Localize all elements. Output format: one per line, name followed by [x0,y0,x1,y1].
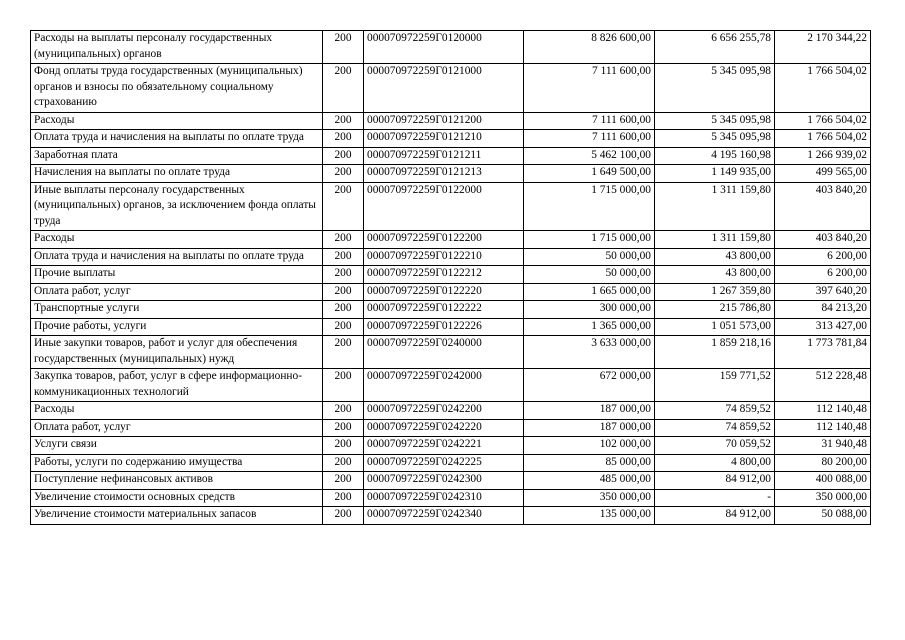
budget-classification-code-cell: 000070972259Г0242220 [364,419,524,437]
approved-amount-cell: 7 111 600,00 [524,112,655,130]
line-code-cell: 200 [323,231,364,249]
table-row [31,454,871,472]
line-code-cell: 200 [323,489,364,507]
approved-amount-cell: 187 000,00 [524,402,655,420]
expense-name-cell: Расходы на выплаты персоналу государственных (муниципальных) органов [31,31,323,64]
line-code-cell: 200 [323,147,364,165]
budget-classification-code-cell: 000070972259Г0122212 [364,266,524,284]
executed-amount-cell: 5 345 095,98 [655,130,775,148]
approved-amount-cell: 102 000,00 [524,437,655,455]
unexecuted-amount-cell: 400 088,00 [775,472,871,490]
table-row [31,112,871,130]
approved-amount-cell: 8 826 600,00 [524,31,655,64]
table-row [31,165,871,183]
table-row [31,283,871,301]
expense-name-cell: Увеличение стоимости основных средств [31,489,323,507]
budget-classification-code-cell: 000070972259Г0242310 [364,489,524,507]
unexecuted-amount-cell: 84 213,20 [775,301,871,319]
budget-classification-code-cell: 000070972259Г0242225 [364,454,524,472]
line-code-cell: 200 [323,182,364,231]
budget-classification-code-cell: 000070972259Г0122200 [364,231,524,249]
unexecuted-amount-cell: 313 427,00 [775,318,871,336]
expense-name-cell: Оплата труда и начисления на выплаты по оплате труда [31,130,323,148]
expense-name-cell: Иные закупки товаров, работ и услуг для обеспечения государственных (муниципальных) нужд [31,336,323,369]
expense-name-cell: Расходы [31,231,323,249]
unexecuted-amount-cell: 112 140,48 [775,402,871,420]
approved-amount-cell: 5 462 100,00 [524,147,655,165]
table-row [31,231,871,249]
budget-classification-code-cell: 000070972259Г0121200 [364,112,524,130]
executed-amount-cell: 1 859 218,16 [655,336,775,369]
table-row [31,31,871,64]
executed-amount-cell: 70 059,52 [655,437,775,455]
approved-amount-cell: 7 111 600,00 [524,130,655,148]
executed-amount-cell: - [655,489,775,507]
budget-execution-sheet [30,30,870,525]
executed-amount-cell: 1 311 159,80 [655,231,775,249]
executed-amount-cell: 74 859,52 [655,402,775,420]
executed-amount-cell: 6 656 255,78 [655,31,775,64]
approved-amount-cell: 1 715 000,00 [524,182,655,231]
approved-amount-cell: 300 000,00 [524,301,655,319]
table-row [31,489,871,507]
line-code-cell: 200 [323,437,364,455]
table-row [31,266,871,284]
line-code-cell: 200 [323,301,364,319]
executed-amount-cell: 5 345 095,98 [655,64,775,113]
budget-classification-code-cell: 000070972259Г0122222 [364,301,524,319]
unexecuted-amount-cell: 499 565,00 [775,165,871,183]
executed-amount-cell: 84 912,00 [655,507,775,525]
budget-classification-code-cell: 000070972259Г0242000 [364,369,524,402]
expense-name-cell: Оплата работ, услуг [31,419,323,437]
line-code-cell: 200 [323,31,364,64]
executed-amount-cell: 74 859,52 [655,419,775,437]
table-row [31,472,871,490]
executed-amount-cell: 159 771,52 [655,369,775,402]
expense-name-cell: Расходы [31,112,323,130]
budget-classification-code-cell: 000070972259Г0121211 [364,147,524,165]
unexecuted-amount-cell: 350 000,00 [775,489,871,507]
executed-amount-cell: 1 311 159,80 [655,182,775,231]
expense-name-cell: Прочие выплаты [31,266,323,284]
unexecuted-amount-cell: 1 766 504,02 [775,130,871,148]
table-row [31,147,871,165]
budget-classification-code-cell: 000070972259Г0120000 [364,31,524,64]
expense-name-cell: Оплата работ, услуг [31,283,323,301]
table-row [31,64,871,113]
unexecuted-amount-cell: 512 228,48 [775,369,871,402]
unexecuted-amount-cell: 112 140,48 [775,419,871,437]
approved-amount-cell: 672 000,00 [524,369,655,402]
budget-classification-code-cell: 000070972259Г0122000 [364,182,524,231]
table-row [31,130,871,148]
approved-amount-cell: 1 649 500,00 [524,165,655,183]
line-code-cell: 200 [323,402,364,420]
approved-amount-cell: 85 000,00 [524,454,655,472]
expense-name-cell: Работы, услуги по содержанию имущества [31,454,323,472]
line-code-cell: 200 [323,507,364,525]
table-row [31,369,871,402]
unexecuted-amount-cell: 403 840,20 [775,231,871,249]
table-row [31,336,871,369]
line-code-cell: 200 [323,130,364,148]
budget-classification-code-cell: 000070972259Г0242300 [364,472,524,490]
table-row [31,318,871,336]
line-code-cell: 200 [323,64,364,113]
table-row [31,419,871,437]
table-body [31,31,871,525]
unexecuted-amount-cell: 31 940,48 [775,437,871,455]
budget-classification-code-cell: 000070972259Г0122210 [364,248,524,266]
executed-amount-cell: 215 786,80 [655,301,775,319]
line-code-cell: 200 [323,419,364,437]
unexecuted-amount-cell: 6 200,00 [775,266,871,284]
unexecuted-amount-cell: 50 088,00 [775,507,871,525]
table-row [31,507,871,525]
budget-classification-code-cell: 000070972259Г0242200 [364,402,524,420]
budget-classification-code-cell: 000070972259Г0242221 [364,437,524,455]
expense-name-cell: Поступление нефинансовых активов [31,472,323,490]
unexecuted-amount-cell: 397 640,20 [775,283,871,301]
line-code-cell: 200 [323,472,364,490]
unexecuted-amount-cell: 403 840,20 [775,182,871,231]
expense-name-cell: Транспортные услуги [31,301,323,319]
approved-amount-cell: 350 000,00 [524,489,655,507]
expense-name-cell: Прочие работы, услуги [31,318,323,336]
approved-amount-cell: 135 000,00 [524,507,655,525]
expense-name-cell: Закупка товаров, работ, услуг в сфере информационно-коммуникационных технологий [31,369,323,402]
unexecuted-amount-cell: 80 200,00 [775,454,871,472]
table-row [31,182,871,231]
executed-amount-cell: 1 267 359,80 [655,283,775,301]
approved-amount-cell: 7 111 600,00 [524,64,655,113]
line-code-cell: 200 [323,369,364,402]
unexecuted-amount-cell: 1 266 939,02 [775,147,871,165]
approved-amount-cell: 50 000,00 [524,248,655,266]
executed-amount-cell: 43 800,00 [655,266,775,284]
approved-amount-cell: 1 715 000,00 [524,231,655,249]
executed-amount-cell: 4 195 160,98 [655,147,775,165]
line-code-cell: 200 [323,112,364,130]
executed-amount-cell: 43 800,00 [655,248,775,266]
budget-classification-code-cell: 000070972259Г0121210 [364,130,524,148]
approved-amount-cell: 50 000,00 [524,266,655,284]
approved-amount-cell: 3 633 000,00 [524,336,655,369]
unexecuted-amount-cell: 1 766 504,02 [775,112,871,130]
budget-classification-code-cell: 000070972259Г0242340 [364,507,524,525]
unexecuted-amount-cell: 2 170 344,22 [775,31,871,64]
budget-classification-code-cell: 000070972259Г0121000 [364,64,524,113]
line-code-cell: 200 [323,336,364,369]
line-code-cell: 200 [323,283,364,301]
executed-amount-cell: 1 051 573,00 [655,318,775,336]
executed-amount-cell: 5 345 095,98 [655,112,775,130]
unexecuted-amount-cell: 1 766 504,02 [775,64,871,113]
expense-name-cell: Расходы [31,402,323,420]
table-row [31,437,871,455]
approved-amount-cell: 187 000,00 [524,419,655,437]
approved-amount-cell: 485 000,00 [524,472,655,490]
line-code-cell: 200 [323,318,364,336]
expense-name-cell: Услуги связи [31,437,323,455]
line-code-cell: 200 [323,165,364,183]
expense-name-cell: Увеличение стоимости материальных запасов [31,507,323,525]
expense-name-cell: Оплата труда и начисления на выплаты по оплате труда [31,248,323,266]
budget-expenses-table [30,30,871,525]
executed-amount-cell: 4 800,00 [655,454,775,472]
unexecuted-amount-cell: 1 773 781,84 [775,336,871,369]
executed-amount-cell: 1 149 935,00 [655,165,775,183]
line-code-cell: 200 [323,454,364,472]
executed-amount-cell: 84 912,00 [655,472,775,490]
table-row [31,402,871,420]
line-code-cell: 200 [323,248,364,266]
table-row [31,248,871,266]
budget-classification-code-cell: 000070972259Г0121213 [364,165,524,183]
expense-name-cell: Фонд оплаты труда государственных (муниципальных) органов и взносы по обязательному социальному страхованию [31,64,323,113]
expense-name-cell: Заработная плата [31,147,323,165]
budget-classification-code-cell: 000070972259Г0240000 [364,336,524,369]
line-code-cell: 200 [323,266,364,284]
budget-classification-code-cell: 000070972259Г0122220 [364,283,524,301]
table-row [31,301,871,319]
approved-amount-cell: 1 665 000,00 [524,283,655,301]
unexecuted-amount-cell: 6 200,00 [775,248,871,266]
approved-amount-cell: 1 365 000,00 [524,318,655,336]
expense-name-cell: Начисления на выплаты по оплате труда [31,165,323,183]
expense-name-cell: Иные выплаты персоналу государственных (муниципальных) органов, за исключением фонда оплаты труда [31,182,323,231]
budget-classification-code-cell: 000070972259Г0122226 [364,318,524,336]
